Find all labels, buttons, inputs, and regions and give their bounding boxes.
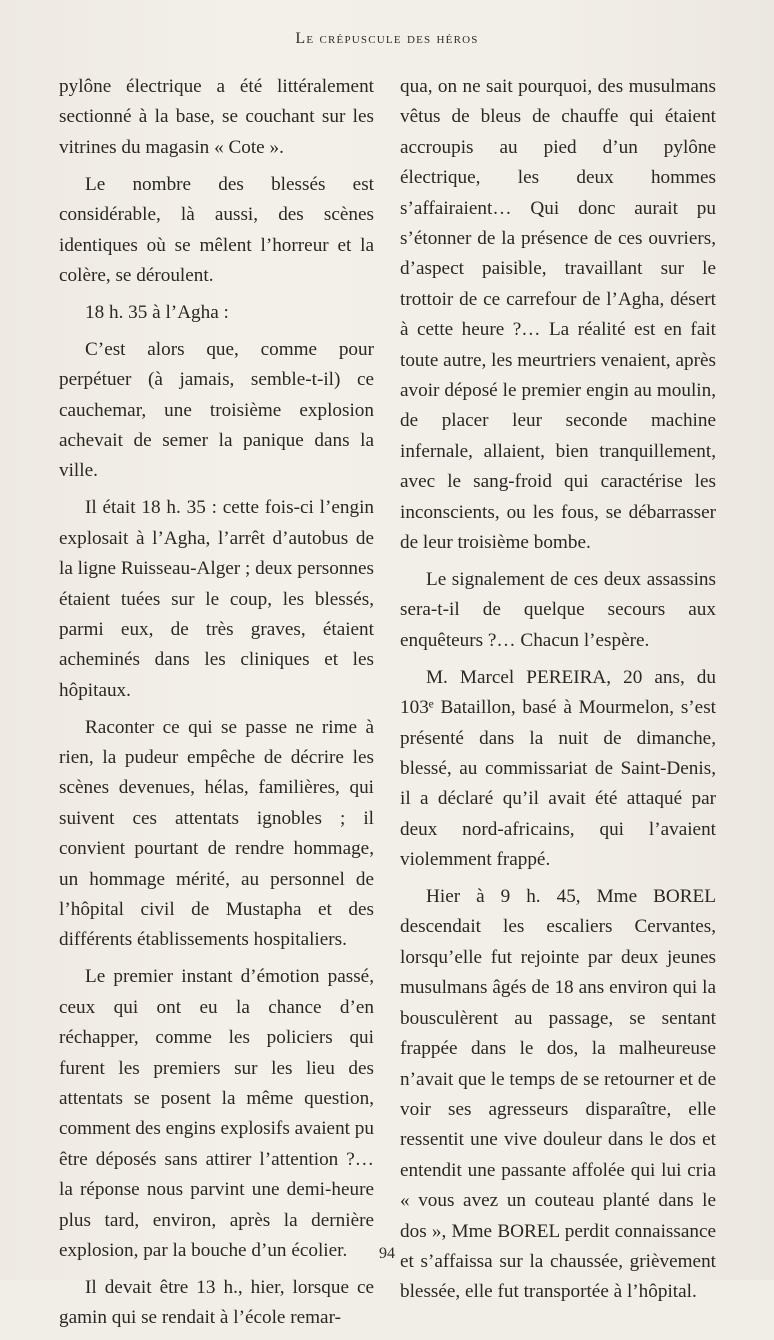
page-number: 94 <box>379 1245 395 1262</box>
paragraph: M. Marcel PEREIRA, 20 ans, du 103ᵉ Bataillon, basé à Mourmelon, s’est présenté dans la nuit de dimanche, blessé, au commissariat de Saint-Denis, il a déclaré qu’il avait été attaqué par deux nord-africains, qui l’avaient violemment frappé. <box>400 666 716 871</box>
paragraph: Hier à 9 h. 45, Mme BOREL descendait les escaliers Cervantes, lorsqu’elle fut rejointe par deux jeunes musulmans âgés de 18 ans environ qui la bousculèrent au passage, se sentant frappée dans le dos, la malheureuse n’avait que le temps de se retourner et de voir ses agresseurs disparaître, elle ressentit une vive douleur dans le dos et entendit une passante affolée qui lui cria « vous avez un couteau planté dans le dos », Mme BOREL perdit connaissance et s’affaissa sur la chaussée, grièvement blessée, elle fut transportée à l’hôpital. <box>400 886 716 1303</box>
running-head: Le crépuscule des héros <box>295 30 479 47</box>
paragraph: pylône électrique a été littéralement sectionné à la base, se couchant sur les vitrines du magasin « Cote ». <box>59 76 374 158</box>
left-column <box>59 72 374 1340</box>
right-column <box>400 72 716 1314</box>
section-subhead: 18 h. 35 à l’Agha : <box>85 301 229 323</box>
paragraph: Le premier instant d’émotion passé, ceux qui ont eu la chance d’en réchapper, comme les policiers qui furent les premiers sur les lieu des attentats se posent la même question, comment des engins explosifs avaient pu être déposés sans attirer l’attention ?… la réponse nous parvint une demi-heure plus tard, environ, après la dernière explosion, par la bouche d’un écolier. <box>59 966 374 1262</box>
paragraph: Raconter ce qui se passe ne rime à rien, la pudeur empêche de décrire les scènes devenues, hélas, familières, qui suivent ces attentats ignobles ; il convient pourtant de rendre hommage, un hommage mérité, au personnel de l’hôpital civil de Mustapha et des différents établissements hospitaliers. <box>59 716 374 951</box>
paragraph: qua, on ne sait pourquoi, des musulmans vêtus de bleus de chauffe qui étaient accroupis au pied d’un pylône électrique, les deux hommes s’affairaient… Qui donc aurait pu s’étonner de la présence de ces ouvriers, d’aspect paisible, travaillant sur le trottoir de ce carrefour de l’Agha, désert à cette heure ?… La réalité est en fait toute autre, les meurtriers venaient, après avoir déposé le premier engin au moulin, de placer leur seconde machine infernale, allaient, bien tranquillement, avec le sang-froid qui caractérise les inconscients, ou les fous, se débarrasser de leur troisième bombe. <box>400 76 716 554</box>
paragraph: Il devait être 13 h., hier, lorsque ce gamin qui se rendait à l’école remar- <box>59 1276 374 1329</box>
paragraph: Le signalement de ces deux assassins sera-t-il de quelque secours aux enquêteurs ?… Chacun l’espère. <box>400 569 716 651</box>
paragraph: Il était 18 h. 35 : cette fois-ci l’engin explosait à l’Agha, l’arrêt d’autobus de la ligne Ruisseau-Alger ; deux personnes étaient tuées sur le coup, les blessés, parmi eux, de très graves, étaient acheminés dans les cliniques et les hôpitaux. <box>59 497 374 701</box>
paragraph: Le nombre des blessés est considérable, là aussi, des scènes identiques où se mêlent l’horreur et la colère, se déroulent. <box>59 173 374 286</box>
paragraph: C’est alors que, comme pour perpétuer (à jamais, semble-t-il) ce cauchemar, une troisième explosion achevait de semer la panique dans la ville. <box>59 338 374 482</box>
